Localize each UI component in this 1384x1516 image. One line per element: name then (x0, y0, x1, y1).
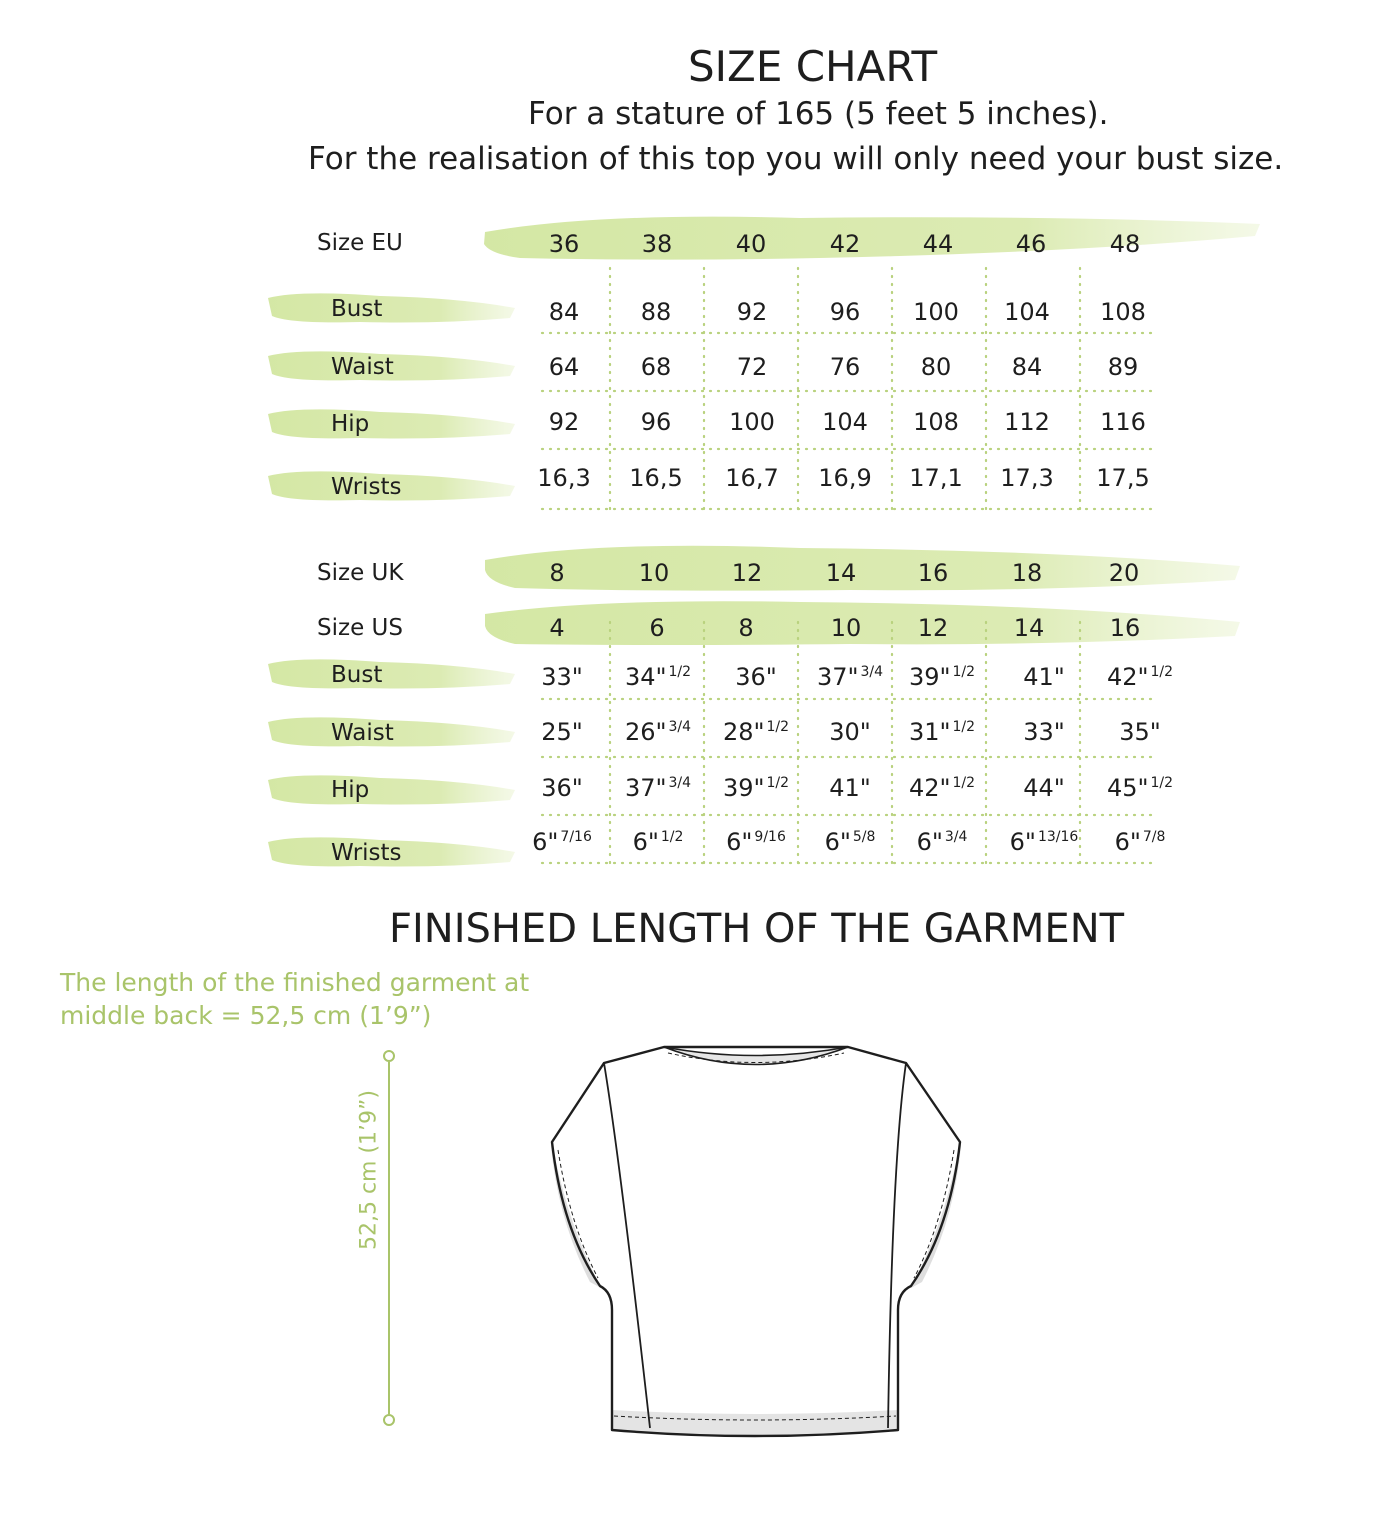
us-size-cell: 16 (1109, 614, 1141, 642)
eu-value-cell: 100 (729, 408, 775, 436)
uk-size-cell: 20 (1108, 559, 1140, 587)
eu-value-cell: 108 (1100, 298, 1146, 326)
eu-value-cell: 112 (1004, 408, 1050, 436)
uk-size-cell: 10 (638, 559, 670, 587)
inch-fraction: 1/2 (668, 664, 692, 680)
inch-value: 37" (816, 663, 859, 691)
inch-value: 45" (1106, 774, 1149, 802)
finished-length-note-line2: middle back = 52,5 cm (1’9”) (60, 1001, 432, 1030)
row-label-hip: Hip (331, 777, 370, 803)
imperial-value-cell (1093, 774, 1187, 802)
size-eu-label: Size EU (317, 230, 403, 256)
finished-length-note-line1: The length of the finished garment at (60, 968, 530, 997)
eu-size-cell: 46 (1015, 230, 1047, 258)
eu-value-cell: 96 (640, 408, 672, 436)
us-size-cell: 6 (649, 614, 665, 642)
inch-value: 25" (541, 718, 583, 746)
inch-value: 42" (908, 774, 951, 802)
page-title: SIZE CHART (688, 42, 938, 91)
imperial-value-cell (997, 774, 1091, 802)
imperial-value-cell (1093, 718, 1187, 746)
eu-value-cell: 88 (640, 298, 672, 326)
eu-size-cell: 38 (641, 230, 673, 258)
us-size-cell: 4 (549, 614, 565, 642)
inch-fraction: 1/2 (766, 719, 790, 735)
inch-fraction: 7/8 (1142, 829, 1166, 845)
imperial-value-cell (997, 718, 1091, 746)
eu-value-cell: 16,7 (725, 464, 779, 492)
row-label-hip: Hip (331, 411, 370, 437)
size-uk-label: Size UK (317, 560, 404, 586)
eu-value-cell: 16,9 (818, 464, 872, 492)
us-size-cell: 8 (738, 614, 754, 642)
eu-value-cell: 80 (920, 353, 952, 381)
eu-value-cell: 17,5 (1096, 464, 1150, 492)
uk-size-cell: 16 (917, 559, 949, 587)
imperial-value-cell (803, 663, 897, 691)
inch-value: 41" (1023, 663, 1065, 691)
us-size-cell: 12 (917, 614, 949, 642)
eu-size-cell: 36 (548, 230, 580, 258)
stature-note: For a stature of 165 (5 feet 5 inches). (528, 96, 1109, 132)
eu-value-cell: 64 (548, 353, 580, 381)
imperial-value-cell (997, 663, 1091, 691)
size-us-label: Size US (317, 615, 403, 641)
inch-fraction: 1/2 (952, 719, 976, 735)
inch-fraction: 1/2 (766, 775, 790, 791)
imperial-value-cell (515, 663, 609, 691)
imperial-value-cell (1093, 663, 1187, 691)
inch-value: 36" (541, 774, 583, 802)
row-label-waist: Waist (331, 354, 394, 380)
bust-size-note: For the realisation of this top you will only need your bust size. (308, 141, 1284, 177)
garment-illustration (551, 1047, 961, 1436)
inch-fraction: 3/4 (944, 829, 968, 845)
row-label-wrists: Wrists (331, 474, 402, 500)
inch-fraction: 3/4 (668, 719, 692, 735)
imperial-value-cell (803, 774, 897, 802)
eu-value-cell: 92 (736, 298, 768, 326)
eu-size-cell: 44 (922, 230, 954, 258)
inch-value: 41" (829, 774, 871, 802)
eu-value-cell: 108 (913, 408, 959, 436)
eu-value-cell: 104 (1004, 298, 1050, 326)
eu-value-cell: 72 (736, 353, 768, 381)
inch-fraction: 1/2 (660, 829, 684, 845)
eu-value-cell: 84 (548, 298, 580, 326)
eu-value-cell: 89 (1107, 353, 1139, 381)
inch-value: 6" (824, 828, 851, 856)
inch-value: 39" (722, 774, 765, 802)
row-label-waist: Waist (331, 720, 394, 746)
eu-size-cell: 40 (735, 230, 767, 258)
imperial-value-cell (709, 774, 803, 802)
inch-value: 34" (624, 663, 667, 691)
eu-value-cell: 96 (829, 298, 861, 326)
inch-value: 31" (908, 718, 951, 746)
imperial-value-cell (709, 663, 803, 691)
imperial-value-cell (803, 828, 897, 856)
imperial-value-cell (515, 774, 609, 802)
inch-value: 6" (532, 828, 559, 856)
imperial-value-cell (709, 828, 803, 856)
inch-fraction: 7/16 (560, 829, 592, 845)
imperial-value-cell (709, 718, 803, 746)
inch-value: 6" (726, 828, 753, 856)
inch-value: 35" (1119, 718, 1161, 746)
inch-value: 26" (624, 718, 667, 746)
row-label-wrists: Wrists (331, 840, 402, 866)
imperial-value-cell (1093, 828, 1187, 856)
inch-fraction: 1/2 (952, 775, 976, 791)
inch-value: 42" (1106, 663, 1149, 691)
inch-value: 44" (1023, 774, 1065, 802)
length-measure-line (384, 1051, 394, 1425)
uk-size-cell: 8 (549, 559, 565, 587)
inch-value: 28" (722, 718, 765, 746)
inch-value: 6" (916, 828, 943, 856)
imperial-value-cell (895, 828, 989, 856)
eu-value-cell: 16,5 (629, 464, 683, 492)
eu-value-cell: 100 (913, 298, 959, 326)
imperial-value-cell (895, 718, 989, 746)
inch-value: 39" (908, 663, 951, 691)
inch-fraction: 13/16 (1037, 829, 1079, 845)
eu-size-cell: 42 (829, 230, 861, 258)
inch-fraction: 5/8 (852, 829, 876, 845)
length-measure-label: 52,5 cm (1’9”) (356, 1089, 382, 1251)
row-label-bust: Bust (331, 662, 383, 688)
inch-value: 36" (735, 663, 777, 691)
finished-length-title: FINISHED LENGTH OF THE GARMENT (389, 906, 1125, 952)
eu-value-cell: 92 (548, 408, 580, 436)
imperial-value-cell (803, 718, 897, 746)
inch-value: 33" (541, 663, 583, 691)
imperial-value-cell (515, 828, 609, 856)
uk-size-cell: 14 (825, 559, 857, 587)
uk-size-cell: 12 (731, 559, 763, 587)
eu-value-cell: 68 (640, 353, 672, 381)
eu-value-cell: 17,1 (909, 464, 963, 492)
inch-fraction: 1/2 (1150, 775, 1174, 791)
imperial-value-cell (997, 828, 1091, 856)
inch-value: 33" (1023, 718, 1065, 746)
imperial-value-cell (611, 774, 705, 802)
inch-value: 37" (624, 774, 667, 802)
eu-size-cell: 48 (1109, 230, 1141, 258)
inch-fraction: 3/4 (668, 775, 692, 791)
inch-fraction: 3/4 (860, 664, 884, 680)
inch-fraction: 1/2 (952, 664, 976, 680)
uk-size-cell: 18 (1011, 559, 1043, 587)
eu-value-cell: 116 (1100, 408, 1146, 436)
imperial-value-cell (611, 828, 705, 856)
inch-value: 30" (829, 718, 871, 746)
us-size-cell: 14 (1013, 614, 1045, 642)
inch-value: 6" (1009, 828, 1036, 856)
us-size-cell: 10 (830, 614, 862, 642)
imperial-value-cell (611, 718, 705, 746)
eu-value-cell: 104 (822, 408, 868, 436)
eu-value-cell: 17,3 (1000, 464, 1054, 492)
imperial-value-cell (515, 718, 609, 746)
inch-fraction: 9/16 (754, 829, 786, 845)
eu-value-cell: 76 (829, 353, 861, 381)
inch-fraction: 1/2 (1150, 664, 1174, 680)
imperial-value-cell (895, 774, 989, 802)
inch-value: 6" (632, 828, 659, 856)
eu-value-cell: 84 (1011, 353, 1043, 381)
row-label-bust: Bust (331, 296, 383, 322)
imperial-value-cell (895, 663, 989, 691)
eu-value-cell: 16,3 (537, 464, 591, 492)
inch-value: 6" (1114, 828, 1141, 856)
imperial-value-cell (611, 663, 705, 691)
